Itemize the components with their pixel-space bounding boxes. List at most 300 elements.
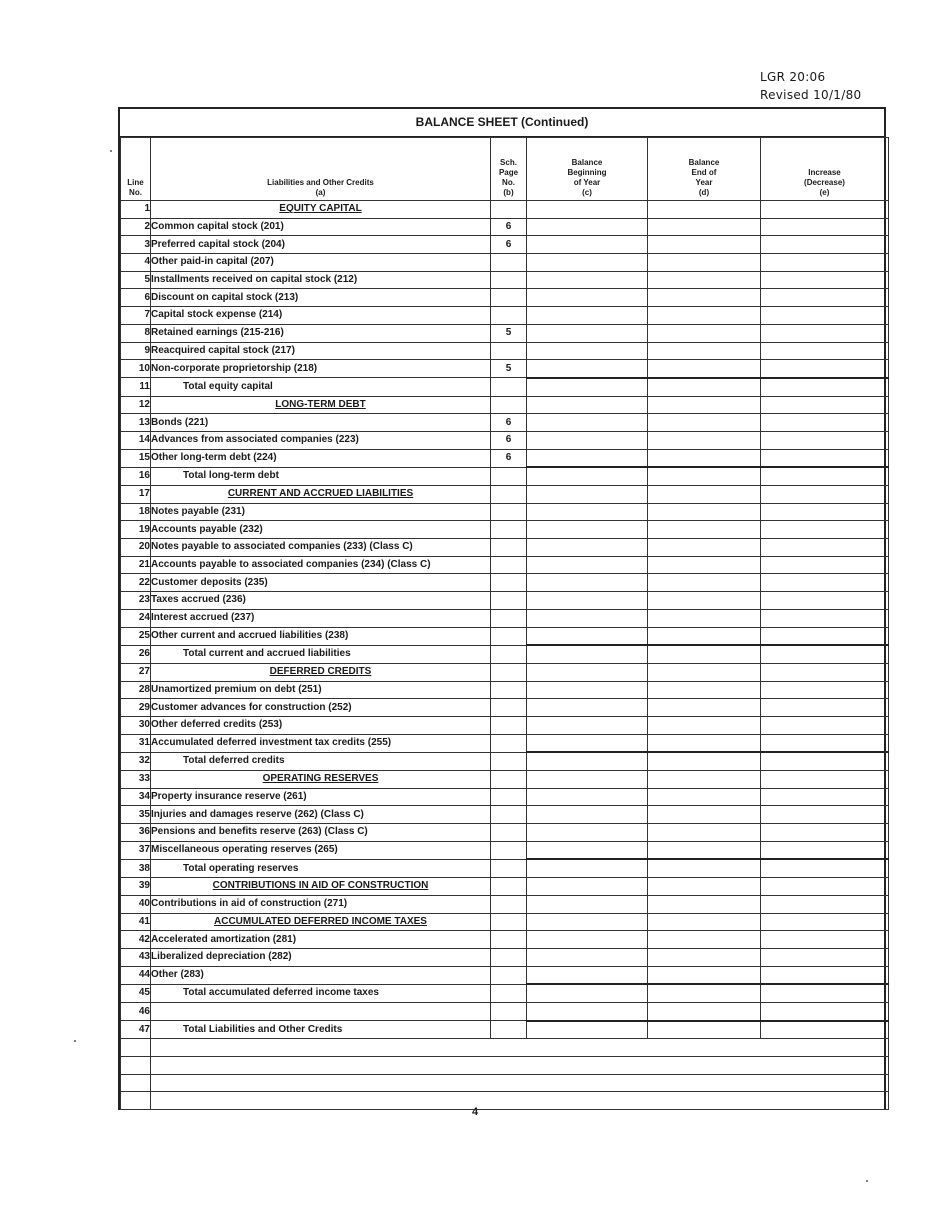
balance-beginning-cell	[527, 503, 648, 521]
balance-beginning-cell	[527, 592, 648, 610]
balance-beginning-cell	[527, 895, 648, 913]
balance-end-cell	[648, 859, 761, 877]
table-row	[121, 521, 889, 539]
line-number: 37	[121, 841, 151, 859]
balance-end-cell	[648, 609, 761, 627]
balance-beginning-cell	[527, 841, 648, 859]
total-label: Total current and accrued liabilities	[151, 645, 491, 663]
line-number: 43	[121, 948, 151, 966]
line-number: 29	[121, 699, 151, 717]
schedule-page	[491, 467, 527, 485]
balance-beginning-cell	[527, 414, 648, 432]
account-label: Non-corporate proprietorship (218)	[151, 360, 491, 378]
schedule-page	[491, 734, 527, 752]
blank-row	[121, 1074, 889, 1092]
line-number: 19	[121, 521, 151, 539]
increase-decrease-cell	[761, 771, 889, 789]
balance-beginning-cell	[527, 324, 648, 342]
line-number: 15	[121, 449, 151, 467]
table-row	[121, 342, 889, 360]
balance-beginning-cell	[527, 984, 648, 1002]
balance-end-cell	[648, 948, 761, 966]
increase-decrease-cell	[761, 201, 889, 219]
account-label: Capital stock expense (214)	[151, 307, 491, 325]
balance-end-cell	[648, 878, 761, 896]
balance-end-cell	[648, 824, 761, 842]
balance-end-cell	[648, 503, 761, 521]
balance-end-cell	[648, 966, 761, 984]
balance-end-cell	[648, 414, 761, 432]
table-row	[121, 503, 889, 521]
account-label: Property insurance reserve (261)	[151, 788, 491, 806]
line-number: 27	[121, 663, 151, 681]
balance-beginning-cell	[527, 289, 648, 307]
line-number: 28	[121, 681, 151, 699]
account-label: Accelerated amortization (281)	[151, 931, 491, 949]
table-row	[121, 699, 889, 717]
table-row	[121, 1002, 889, 1020]
table-row	[121, 609, 889, 627]
balance-beginning-cell	[527, 521, 648, 539]
increase-decrease-cell	[761, 254, 889, 272]
schedule-page	[491, 503, 527, 521]
increase-decrease-cell	[761, 984, 889, 1002]
account-label: Notes payable (231)	[151, 503, 491, 521]
col-header-end-balance: Balance End of Year (d)	[648, 138, 761, 201]
account-label: Other current and accrued liabilities (238)	[151, 627, 491, 645]
schedule-page	[491, 663, 527, 681]
schedule-page	[491, 788, 527, 806]
section-heading: ACCUMULATED DEFERRED INCOME TAXES	[151, 913, 491, 931]
balance-beginning-cell	[527, 218, 648, 236]
col-header-beginning-balance: Balance Beginning of Year (c)	[527, 138, 648, 201]
col-header-sch-page: Sch. Page No. (b)	[491, 138, 527, 201]
table-row	[121, 771, 889, 789]
increase-decrease-cell	[761, 913, 889, 931]
schedule-page	[491, 966, 527, 984]
col-header-line: Line No.	[121, 138, 151, 201]
account-label: Discount on capital stock (213)	[151, 289, 491, 307]
table-row	[121, 948, 889, 966]
increase-decrease-cell	[761, 556, 889, 574]
table-row	[121, 966, 889, 984]
table-row	[121, 913, 889, 931]
col-header-increase-decrease: Increase (Decrease) (e)	[761, 138, 889, 201]
increase-decrease-cell	[761, 467, 889, 485]
increase-decrease-cell	[761, 414, 889, 432]
schedule-page: 5	[491, 324, 527, 342]
balance-beginning-cell	[527, 486, 648, 504]
schedule-page	[491, 824, 527, 842]
line-number: 20	[121, 539, 151, 557]
account-label: Other (283)	[151, 966, 491, 984]
increase-decrease-cell	[761, 271, 889, 289]
balance-beginning-cell	[527, 806, 648, 824]
balance-beginning-cell	[527, 645, 648, 663]
increase-decrease-cell	[761, 824, 889, 842]
balance-end-cell	[648, 467, 761, 485]
line-number: 1	[121, 201, 151, 219]
increase-decrease-cell	[761, 342, 889, 360]
balance-end-cell	[648, 431, 761, 449]
increase-decrease-cell	[761, 236, 889, 254]
balance-end-cell	[648, 734, 761, 752]
line-number: 2	[121, 218, 151, 236]
account-label: Miscellaneous operating reserves (265)	[151, 841, 491, 859]
schedule-page: 6	[491, 449, 527, 467]
account-label: Accounts payable to associated companies (234) (Class C)	[151, 556, 491, 574]
schedule-page	[491, 948, 527, 966]
account-label: Pensions and benefits reserve (263) (Class C)	[151, 824, 491, 842]
account-label: Interest accrued (237)	[151, 609, 491, 627]
balance-end-cell	[648, 1021, 761, 1039]
line-number: 14	[121, 431, 151, 449]
balance-beginning-cell	[527, 699, 648, 717]
account-label: Customer deposits (235)	[151, 574, 491, 592]
balance-beginning-cell	[527, 627, 648, 645]
line-number: 23	[121, 592, 151, 610]
increase-decrease-cell	[761, 1002, 889, 1020]
balance-end-cell	[648, 752, 761, 770]
table-row	[121, 254, 889, 272]
balance-beginning-cell	[527, 966, 648, 984]
line-number: 9	[121, 342, 151, 360]
balance-end-cell	[648, 324, 761, 342]
table-row	[121, 663, 889, 681]
total-label: Total deferred credits	[151, 752, 491, 770]
schedule-page	[491, 556, 527, 574]
balance-end-cell	[648, 289, 761, 307]
increase-decrease-cell	[761, 966, 889, 984]
schedule-page	[491, 895, 527, 913]
balance-end-cell	[648, 342, 761, 360]
balance-beginning-cell	[527, 431, 648, 449]
balance-beginning-cell	[527, 824, 648, 842]
form-revised-date: Revised 10/1/80	[760, 88, 862, 102]
blank-rows	[121, 1039, 889, 1110]
total-label: Total long-term debt	[151, 467, 491, 485]
balance-end-cell	[648, 521, 761, 539]
line-number: 8	[121, 324, 151, 342]
balance-sheet	[118, 107, 886, 1110]
line-number: 47	[121, 1021, 151, 1039]
increase-decrease-cell	[761, 592, 889, 610]
schedule-page: 6	[491, 236, 527, 254]
table-row	[121, 645, 889, 663]
col-header-description: Liabilities and Other Credits (a)	[151, 138, 491, 201]
increase-decrease-cell	[761, 218, 889, 236]
balance-sheet-body	[121, 201, 889, 1039]
line-number: 11	[121, 378, 151, 396]
schedule-page	[491, 378, 527, 396]
schedule-page	[491, 289, 527, 307]
balance-beginning-cell	[527, 467, 648, 485]
table-row	[121, 378, 889, 396]
account-label	[151, 1002, 491, 1020]
form-reference	[760, 68, 861, 104]
line-number: 45	[121, 984, 151, 1002]
increase-decrease-cell	[761, 663, 889, 681]
table-row	[121, 752, 889, 770]
line-number: 7	[121, 307, 151, 325]
balance-beginning-cell	[527, 271, 648, 289]
table-row	[121, 539, 889, 557]
increase-decrease-cell	[761, 699, 889, 717]
increase-decrease-cell	[761, 396, 889, 414]
line-number: 12	[121, 396, 151, 414]
total-label: Total equity capital	[151, 378, 491, 396]
balance-beginning-cell	[527, 360, 648, 378]
increase-decrease-cell	[761, 716, 889, 734]
blank-row	[121, 1057, 889, 1075]
balance-beginning-cell	[527, 342, 648, 360]
account-label: Unamortized premium on debt (251)	[151, 681, 491, 699]
line-number: 25	[121, 627, 151, 645]
account-label: Retained earnings (215-216)	[151, 324, 491, 342]
section-heading: EQUITY CAPITAL	[151, 201, 491, 219]
increase-decrease-cell	[761, 878, 889, 896]
schedule-page	[491, 752, 527, 770]
page-number: 4	[471, 1106, 479, 1118]
balance-end-cell	[648, 699, 761, 717]
schedule-page	[491, 681, 527, 699]
balance-end-cell	[648, 254, 761, 272]
increase-decrease-cell	[761, 752, 889, 770]
schedule-page	[491, 539, 527, 557]
balance-beginning-cell	[527, 663, 648, 681]
line-number: 3	[121, 236, 151, 254]
schedule-page	[491, 645, 527, 663]
line-number: 22	[121, 574, 151, 592]
increase-decrease-cell	[761, 378, 889, 396]
account-label: Accounts payable (232)	[151, 521, 491, 539]
account-label: Advances from associated companies (223)	[151, 431, 491, 449]
schedule-page	[491, 342, 527, 360]
increase-decrease-cell	[761, 521, 889, 539]
schedule-page	[491, 771, 527, 789]
balance-end-cell	[648, 984, 761, 1002]
balance-beginning-cell	[527, 752, 648, 770]
table-row	[121, 396, 889, 414]
increase-decrease-cell	[761, 627, 889, 645]
balance-beginning-cell	[527, 681, 648, 699]
balance-end-cell	[648, 218, 761, 236]
schedule-page	[491, 521, 527, 539]
increase-decrease-cell	[761, 609, 889, 627]
account-label: Preferred capital stock (204)	[151, 236, 491, 254]
account-label: Accumulated deferred investment tax credits (255)	[151, 734, 491, 752]
balance-end-cell	[648, 486, 761, 504]
schedule-page	[491, 716, 527, 734]
line-number: 34	[121, 788, 151, 806]
schedule-page	[491, 254, 527, 272]
balance-end-cell	[648, 1002, 761, 1020]
schedule-page	[491, 486, 527, 504]
balance-beginning-cell	[527, 1002, 648, 1020]
balance-end-cell	[648, 663, 761, 681]
schedule-page	[491, 201, 527, 219]
section-heading: DEFERRED CREDITS	[151, 663, 491, 681]
scan-speck	[866, 1180, 868, 1182]
total-label: Total operating reserves	[151, 859, 491, 877]
increase-decrease-cell	[761, 539, 889, 557]
balance-beginning-cell	[527, 1021, 648, 1039]
schedule-page	[491, 592, 527, 610]
balance-beginning-cell	[527, 449, 648, 467]
table-row	[121, 931, 889, 949]
line-number: 31	[121, 734, 151, 752]
balance-end-cell	[648, 592, 761, 610]
table-row	[121, 806, 889, 824]
account-label: Liberalized depreciation (282)	[151, 948, 491, 966]
increase-decrease-cell	[761, 449, 889, 467]
schedule-page	[491, 931, 527, 949]
increase-decrease-cell	[761, 360, 889, 378]
line-number: 17	[121, 486, 151, 504]
section-heading: OPERATING RESERVES	[151, 771, 491, 789]
increase-decrease-cell	[761, 1021, 889, 1039]
table-row	[121, 236, 889, 254]
account-label: Common capital stock (201)	[151, 218, 491, 236]
increase-decrease-cell	[761, 645, 889, 663]
balance-beginning-cell	[527, 931, 648, 949]
balance-end-cell	[648, 449, 761, 467]
table-row	[121, 788, 889, 806]
balance-end-cell	[648, 716, 761, 734]
line-number: 39	[121, 878, 151, 896]
increase-decrease-cell	[761, 948, 889, 966]
schedule-page: 6	[491, 218, 527, 236]
balance-end-cell	[648, 360, 761, 378]
increase-decrease-cell	[761, 734, 889, 752]
balance-end-cell	[648, 396, 761, 414]
table-row	[121, 734, 889, 752]
line-number: 36	[121, 824, 151, 842]
table-row	[121, 556, 889, 574]
schedule-page: 6	[491, 431, 527, 449]
schedule-page	[491, 271, 527, 289]
line-number: 44	[121, 966, 151, 984]
balance-beginning-cell	[527, 716, 648, 734]
table-row	[121, 218, 889, 236]
schedule-page	[491, 627, 527, 645]
table-row	[121, 324, 889, 342]
balance-beginning-cell	[527, 556, 648, 574]
table-row	[121, 307, 889, 325]
balance-beginning-cell	[527, 201, 648, 219]
balance-end-cell	[648, 895, 761, 913]
page-title: BALANCE SHEET (Continued)	[120, 109, 884, 137]
line-number: 42	[121, 931, 151, 949]
balance-beginning-cell	[527, 609, 648, 627]
table-row	[121, 201, 889, 219]
increase-decrease-cell	[761, 574, 889, 592]
table-row	[121, 859, 889, 877]
table-row	[121, 716, 889, 734]
balance-end-cell	[648, 236, 761, 254]
schedule-page	[491, 1021, 527, 1039]
balance-end-cell	[648, 556, 761, 574]
balance-end-cell	[648, 681, 761, 699]
table-row	[121, 824, 889, 842]
table-row	[121, 431, 889, 449]
table-row	[121, 627, 889, 645]
table-row	[121, 681, 889, 699]
schedule-page	[491, 396, 527, 414]
form-code: LGR 20:06	[760, 70, 826, 84]
schedule-page: 5	[491, 360, 527, 378]
balance-end-cell	[648, 788, 761, 806]
increase-decrease-cell	[761, 681, 889, 699]
line-number: 40	[121, 895, 151, 913]
table-row	[121, 467, 889, 485]
increase-decrease-cell	[761, 806, 889, 824]
balance-beginning-cell	[527, 859, 648, 877]
balance-beginning-cell	[527, 307, 648, 325]
account-label: Customer advances for construction (252)	[151, 699, 491, 717]
increase-decrease-cell	[761, 324, 889, 342]
increase-decrease-cell	[761, 486, 889, 504]
balance-beginning-cell	[527, 236, 648, 254]
balance-end-cell	[648, 201, 761, 219]
increase-decrease-cell	[761, 503, 889, 521]
balance-beginning-cell	[527, 539, 648, 557]
balance-end-cell	[648, 913, 761, 931]
balance-beginning-cell	[527, 254, 648, 272]
balance-end-cell	[648, 574, 761, 592]
line-number: 30	[121, 716, 151, 734]
line-number: 46	[121, 1002, 151, 1020]
balance-beginning-cell	[527, 788, 648, 806]
schedule-page	[491, 1002, 527, 1020]
total-label: Total Liabilities and Other Credits	[151, 1021, 491, 1039]
schedule-page	[491, 699, 527, 717]
schedule-page: 6	[491, 414, 527, 432]
table-row	[121, 414, 889, 432]
balance-end-cell	[648, 307, 761, 325]
section-heading: CURRENT AND ACCRUED LIABILITIES	[151, 486, 491, 504]
account-label: Installments received on capital stock (212)	[151, 271, 491, 289]
table-row	[121, 271, 889, 289]
balance-end-cell	[648, 627, 761, 645]
account-label: Other long-term debt (224)	[151, 449, 491, 467]
balance-end-cell	[648, 271, 761, 289]
balance-beginning-cell	[527, 878, 648, 896]
table-row	[121, 360, 889, 378]
schedule-page	[491, 841, 527, 859]
schedule-page	[491, 609, 527, 627]
section-heading: LONG-TERM DEBT	[151, 396, 491, 414]
increase-decrease-cell	[761, 841, 889, 859]
scan-speck	[74, 1040, 76, 1042]
scan-speck	[110, 150, 112, 152]
account-label: Taxes accrued (236)	[151, 592, 491, 610]
balance-beginning-cell	[527, 734, 648, 752]
table-row	[121, 878, 889, 896]
account-label: Other deferred credits (253)	[151, 716, 491, 734]
line-number: 18	[121, 503, 151, 521]
table-row	[121, 449, 889, 467]
schedule-page	[491, 307, 527, 325]
table-row	[121, 486, 889, 504]
table-row	[121, 841, 889, 859]
line-number: 10	[121, 360, 151, 378]
line-number: 35	[121, 806, 151, 824]
line-number: 26	[121, 645, 151, 663]
table-row	[121, 1021, 889, 1039]
schedule-page	[491, 806, 527, 824]
line-number: 6	[121, 289, 151, 307]
